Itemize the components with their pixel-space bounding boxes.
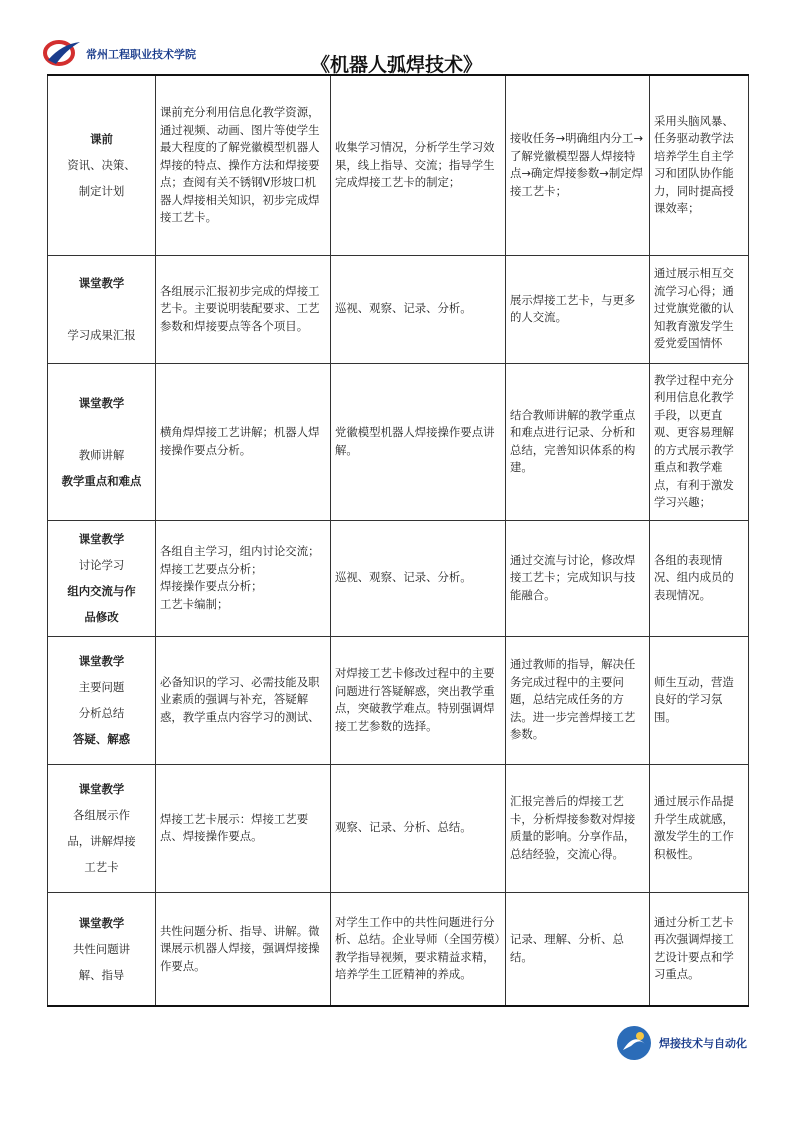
table-row <box>48 363 749 520</box>
stage-label: 教师讲解 <box>78 447 125 462</box>
welding-program-logo-icon <box>615 1024 653 1062</box>
student-activity-cell: 汇报完善后的焊接工艺卡，分析焊接参数对焊接质量的影响。分享作品，总结经验，交流心得。 <box>506 764 650 892</box>
table-row <box>48 764 749 892</box>
design-intent-cell: 采用头脑风暴、任务驱动教学法培养学生自主学习和团队协作能力，同时提高授课效率； <box>650 75 749 255</box>
stage-label: 课堂教学 <box>78 395 125 410</box>
stage-cell <box>48 75 156 255</box>
design-intent-cell: 通过展示相互交流学习心得；通过党旗党徽的认知教育激发学生爱党爱国情怀 <box>650 255 749 363</box>
content-cell: 必备知识的学习、必需技能及职业素质的强调与补充，答疑解惑，教学重点内容学习的测试、 <box>156 636 331 764</box>
stage-label: 品，讲解焊接 <box>67 834 136 848</box>
content-cell: 课前充分利用信息化教学资源，通过视频、动画、图片等使学生最大程度的了解党徽模型机器人焊接的特点、操作方法和焊接要点；查阅有关不锈钢V形坡口机器人焊接相关知识，初步完成焊接工艺卡。 <box>156 75 331 255</box>
page-title: 《机器人弧焊技术》 <box>310 54 482 76</box>
stage-label: 课前 <box>90 132 113 147</box>
stage-label: 课堂教学 <box>78 654 125 668</box>
student-activity-cell: 展示焊接工艺卡，与更多的人交流。 <box>506 255 650 363</box>
stage-cell <box>48 255 156 363</box>
page-header <box>0 0 793 80</box>
content-cell: 共性问题分析、指导、讲解。微课展示机器人焊接，强调焊接操作要点。 <box>156 892 331 1006</box>
design-intent-cell: 通过分析工艺卡再次强调焊接工艺设计要点和学习重点。 <box>650 892 749 1006</box>
stage-label: 制定计划 <box>78 184 125 199</box>
stage-label: 解、指导 <box>78 967 125 982</box>
teacher-activity-cell: 对焊接工艺卡修改过程中的主要问题进行答疑解惑，突出教学重点，突破教学难点。特别强调焊接工艺参数的选择。 <box>331 636 506 764</box>
stage-label: 答疑、解惑 <box>73 732 130 746</box>
table-row <box>48 520 749 636</box>
stage-label: 课堂教学 <box>78 915 125 930</box>
stage-label: 品修改 <box>84 610 119 624</box>
stage-label <box>52 296 151 322</box>
stage-label: 课堂教学 <box>78 782 125 796</box>
stage-label: 教学重点和难点 <box>61 473 142 488</box>
stage-label: 学习成果汇报 <box>67 328 136 342</box>
teacher-activity-cell: 巡视、观察、记录、分析。 <box>331 255 506 363</box>
teacher-activity-cell: 对学生工作中的共性问题进行分析、总结。企业导师（全国劳模）教学指导视频，要求精益求精，培养学生工匠精神的养成。 <box>331 892 506 1006</box>
content-cell: 各组自主学习，组内讨论交流； 焊接工艺要点分析； 焊接操作要点分析； 工艺卡编制； <box>156 520 331 636</box>
content-cell: 横角焊焊接工艺讲解；机器人焊接操作要点分析。 <box>156 363 331 520</box>
school-name: 常州工程职业技术学院 <box>86 48 196 61</box>
page-footer <box>615 1024 765 1064</box>
table-row <box>48 636 749 764</box>
design-intent-cell: 教学过程中充分利用信息化教学手段，以更直观、更容易理解的方式展示教学重点和教学难点，有利于激发学习兴趣； <box>650 363 749 520</box>
table-row <box>48 75 749 255</box>
teacher-activity-cell: 观察、记录、分析、总结。 <box>331 764 506 892</box>
stage-label: 资讯、决策、 <box>67 158 136 173</box>
design-intent-cell: 各组的表现情况、组内成员的表现情况。 <box>650 520 749 636</box>
lesson-plan-table <box>47 74 749 1007</box>
student-activity-cell: 接收任务→明确组内分工→了解党徽模型器人焊接特点→确定焊接参数→制定焊接工艺卡； <box>506 75 650 255</box>
student-activity-cell: 结合教师讲解的教学重点和难点进行记录、分析和总结，完善知识体系的构建。 <box>506 363 650 520</box>
stage-label: 讨论学习 <box>78 558 125 572</box>
stage-label: 课堂教学 <box>78 276 125 290</box>
stage-label: 共性问题讲 <box>73 941 130 956</box>
content-cell: 焊接工艺卡展示：焊接工艺要点、焊接操作要点。 <box>156 764 331 892</box>
stage-label: 课堂教学 <box>78 532 125 546</box>
stage-label: 组内交流与作 <box>67 584 136 598</box>
student-activity-cell: 通过教师的指导，解决任务完成过程中的主要问题，总结完成任务的方法。进一步完善焊接工艺参数。 <box>506 636 650 764</box>
stage-label: 各组展示作 <box>73 808 130 822</box>
stage-cell <box>48 636 156 764</box>
stage-cell <box>48 520 156 636</box>
student-activity-cell: 通过交流与讨论，修改焊接工艺卡；完成知识与技能融合。 <box>506 520 650 636</box>
table-row <box>48 892 749 1006</box>
stage-cell <box>48 764 156 892</box>
teacher-activity-cell: 巡视、观察、记录、分析。 <box>331 520 506 636</box>
table-row <box>48 255 749 363</box>
teacher-activity-cell: 党徽模型机器人焊接操作要点讲解。 <box>331 363 506 520</box>
design-intent-cell: 通过展示作品提升学生成就感，激发学生的工作积极性。 <box>650 764 749 892</box>
stage-cell <box>48 892 156 1006</box>
teacher-activity-cell: 收集学习情况，分析学生学习效果，线上指导、交流；指导学生完成焊接工艺卡的制定； <box>331 75 506 255</box>
stage-cell <box>48 363 156 520</box>
program-name: 焊接技术与自动化 <box>659 1037 747 1050</box>
content-cell: 各组展示汇报初步完成的焊接工艺卡。主要说明装配要求、工艺参数和焊接要点等各个项目。 <box>156 255 331 363</box>
stage-label: 主要问题 <box>78 680 125 694</box>
stage-label <box>52 416 151 442</box>
design-intent-cell: 师生互动，营造良好的学习氛围。 <box>650 636 749 764</box>
stage-label: 分析总结 <box>78 706 125 720</box>
student-activity-cell: 记录、理解、分析、总结。 <box>506 892 650 1006</box>
stage-label: 工艺卡 <box>84 860 119 874</box>
